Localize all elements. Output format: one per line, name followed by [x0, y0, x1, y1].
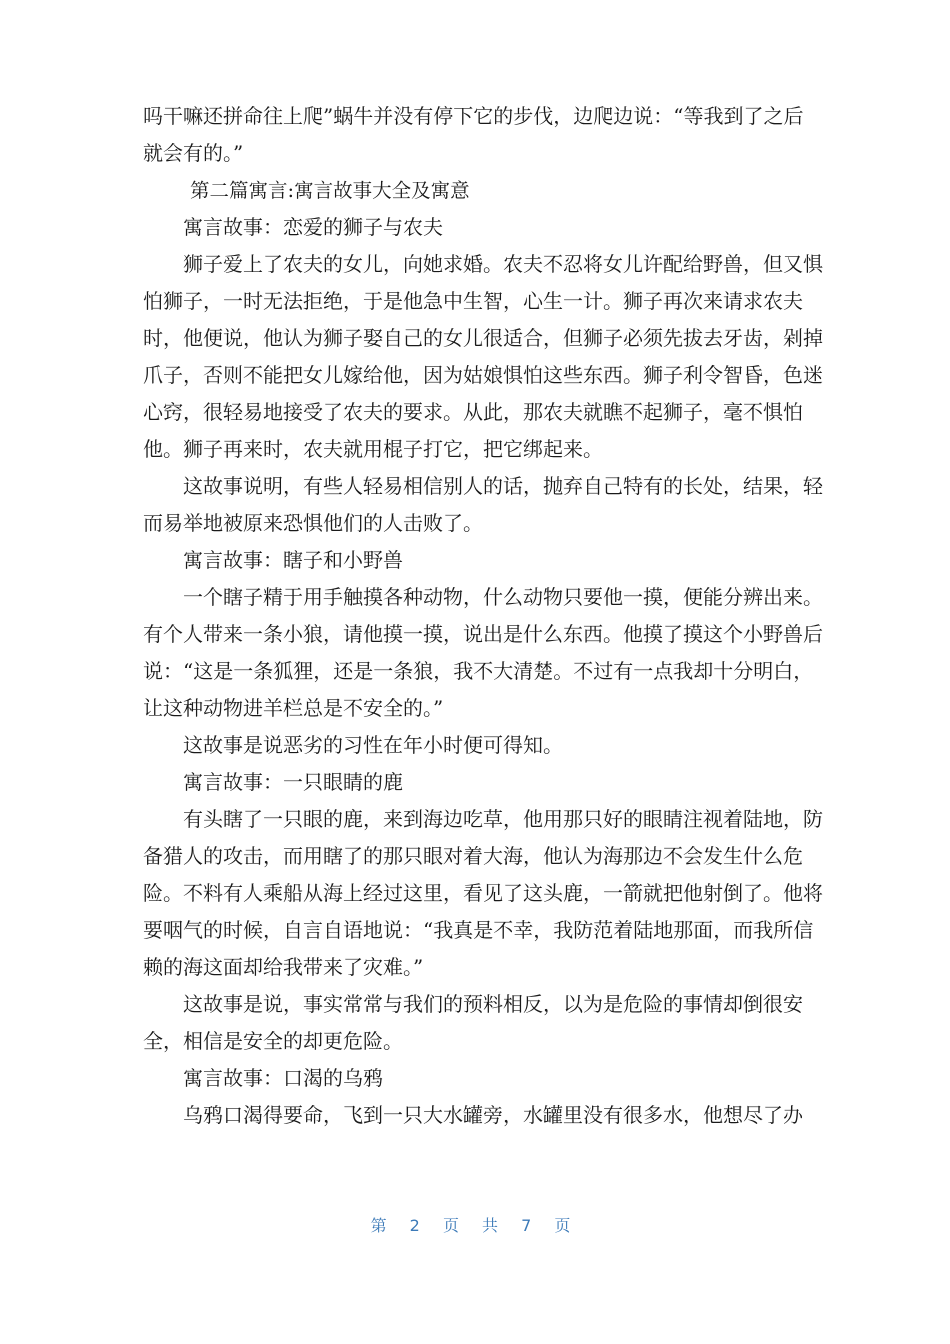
text-line: 就会有的。”	[143, 141, 244, 165]
text-line: 这故事说明，有些人轻易相信别人的话，抛弃自己特有的长处，结果，轻	[183, 474, 823, 498]
text-line: 时，他便说，他认为狮子娶自己的女儿很适合，但狮子必须先拔去牙齿，剁掉	[143, 326, 823, 350]
paragraph	[143, 468, 823, 542]
text-line: 这故事是说恶劣的习性在年小时便可得知。	[183, 733, 563, 757]
paragraph	[143, 246, 823, 468]
text-line: 寓言故事：瞎子和小野兽	[183, 548, 403, 572]
text-line: 怕狮子，一时无法拒绝，于是他急中生智，心生一计。狮子再次来请求农夫	[143, 289, 803, 313]
text-line: 狮子爱上了农夫的女儿，向她求婚。农夫不忍将女儿许配给野兽，但又惧	[183, 252, 823, 276]
story-title	[143, 764, 807, 801]
text-line: 有个人带来一条小狼，请他摸一摸，说出是什么东西。他摸了摸这个小野兽后	[143, 622, 823, 646]
paragraph	[143, 579, 823, 727]
document-body	[143, 98, 823, 1134]
text-line: 让这种动物进羊栏总是不安全的。”	[143, 696, 444, 720]
text-line: 寓言故事：恋爱的狮子与农夫	[183, 215, 443, 239]
section-heading	[143, 172, 807, 209]
text-line: 险。不料有人乘船从海上经过这里，看见了这头鹿，一箭就把他射倒了。他将	[143, 881, 823, 905]
text-line: 寓言故事：口渴的乌鸦	[183, 1066, 383, 1090]
text-line: 寓言故事：一只眼睛的鹿	[183, 770, 403, 794]
text-line: 乌鸦口渴得要命，飞到一只大水罐旁，水罐里没有很多水，他想尽了办	[183, 1103, 803, 1127]
text-line: 心窍，很轻易地接受了农夫的要求。从此，那农夫就瞧不起狮子，毫不惧怕	[143, 400, 803, 424]
story-title	[143, 209, 807, 246]
text-line: 说：“这是一条狐狸，还是一条狼，我不大清楚。不过有一点我却十分明白，	[143, 659, 814, 683]
text-line: 赖的海这面却给我带来了灾难。”	[143, 955, 424, 979]
paragraph	[143, 1097, 807, 1134]
paragraph	[143, 727, 807, 764]
text-line: 备猎人的攻击，而用瞎了的那只眼对着大海，他认为海那边不会发生什么危	[143, 844, 803, 868]
text-line: 他。狮子再来时，农夫就用棍子打它，把它绑起来。	[143, 437, 603, 461]
text-line: 一个瞎子精于用手触摸各种动物，什么动物只要他一摸，便能分辨出来。	[183, 585, 823, 609]
paragraph	[143, 98, 807, 172]
text-line: 要咽气的时候，自言自语地说：“我真是不幸，我防范着陆地那面，而我所信	[143, 918, 814, 942]
story-title	[143, 1060, 807, 1097]
paragraph	[143, 986, 807, 1060]
text-line: 而易举地被原来恐惧他们的人击败了。	[143, 511, 483, 535]
text-line: 吗干嘛还拼命往上爬”蜗牛并没有停下它的步伐，边爬边说：“等我到了之后	[143, 104, 804, 128]
paragraph	[143, 801, 823, 986]
story-title	[143, 542, 807, 579]
text-line: 这故事是说，事实常常与我们的预料相反，以为是危险的事情却倒很安	[183, 992, 803, 1016]
text-line: 全，相信是安全的却更危险。	[143, 1029, 403, 1053]
text-line: 有头瞎了一只眼的鹿，来到海边吃草，他用那只好的眼睛注视着陆地，防	[183, 807, 823, 831]
text-line: 爪子，否则不能把女儿嫁给他，因为姑娘惧怕这些东西。狮子利令智昏，色迷	[143, 363, 823, 387]
text-line: 第二篇寓言:寓言故事大全及寓意	[190, 179, 470, 202]
page-footer: 第 2 页 共 7 页	[370, 1216, 580, 1235]
